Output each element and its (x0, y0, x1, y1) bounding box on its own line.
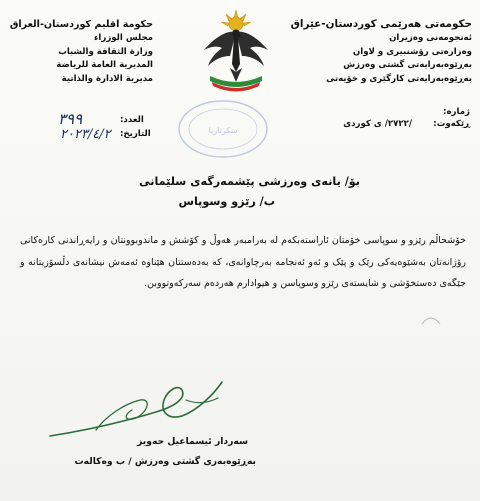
header-kurdish-line-4: بەڕێوەبەرایەتی گشتی وەرزش (343, 60, 472, 71)
number-label-arabic: العدد: (120, 115, 144, 125)
stamp-text: سكرتاريا (208, 126, 238, 135)
header-kurdish-line-1: حکومەتی هەرێمی کوردستان-عێراق (290, 18, 472, 30)
header-kurdish (290, 18, 472, 87)
ornament-icon (420, 310, 442, 328)
header-kurdish-line-5: بەڕێوەبەرایەتی کارگێری و خۆیەتی (326, 74, 472, 85)
kurdistan-emblem-icon (188, 6, 284, 98)
header-arabic-line-5: مديرية الادارة والذاتية (61, 74, 153, 85)
signatory-title: بەڕێوەبەری گشتی وەرزش / ب وەکالەت (74, 456, 256, 467)
date-label-kurdish: ڕێکەوت: (433, 119, 470, 129)
letter-body: خۆشحاڵم رێزو و سوپاسی خۆمتان ئاراستەبکەم لە بەرامبەر هەوڵ و کۆشش و ماندوبوونتان و رایەڕاندنی کارەکانی رۆژانەتان بەشێوەیەکی رێک و پێک و ئەو ئەنجامە بەرچاوانەی، کە بەدەستتان هێناوە ئەمەش نیشانەی دڵسۆزیتانە و جێگەی دەستخۆشی و شایستەی رێزو وسوپاسن و هیوادارم هەردەم سەرکەوتووبن. (20, 235, 466, 289)
header-arabic-line-1: حكومة اقليم كوردستان-العراق (9, 19, 153, 30)
header-kurdish-line-2: ئەنجومەنی وەزیران (389, 32, 472, 43)
addressee-line-1: بۆ/ یانەی وەرزشی پێشمەرگەی سلێمانی (138, 175, 360, 188)
header-arabic-line-2: مجلس الوزراء (94, 32, 153, 43)
date-label-arabic: التاريخ: (120, 129, 151, 139)
handwritten-date: ٢٠٢٣/٤/٢ (60, 127, 111, 142)
signatory-name: سەردار ئیسماعیل حەویز (137, 436, 248, 447)
addressee-line-2: ب/ رێزو وسوپاس (178, 195, 275, 208)
date-value-kurdish: /٢٧٢٢/ ى كوردى (343, 119, 412, 129)
handwritten-number: ٣٩٩ (58, 110, 83, 128)
official-stamp-icon (175, 98, 271, 160)
header-arabic-line-3: وزارة الثقافة والشباب (58, 46, 153, 57)
header-arabic-line-4: المديرية العامة للرياضة (56, 60, 153, 71)
number-label-kurdish: ژمارە: (443, 107, 470, 117)
header-arabic (8, 18, 153, 87)
header-kurdish-line-3: وەزارەتی رۆشنبیری و لاوان (352, 46, 472, 57)
